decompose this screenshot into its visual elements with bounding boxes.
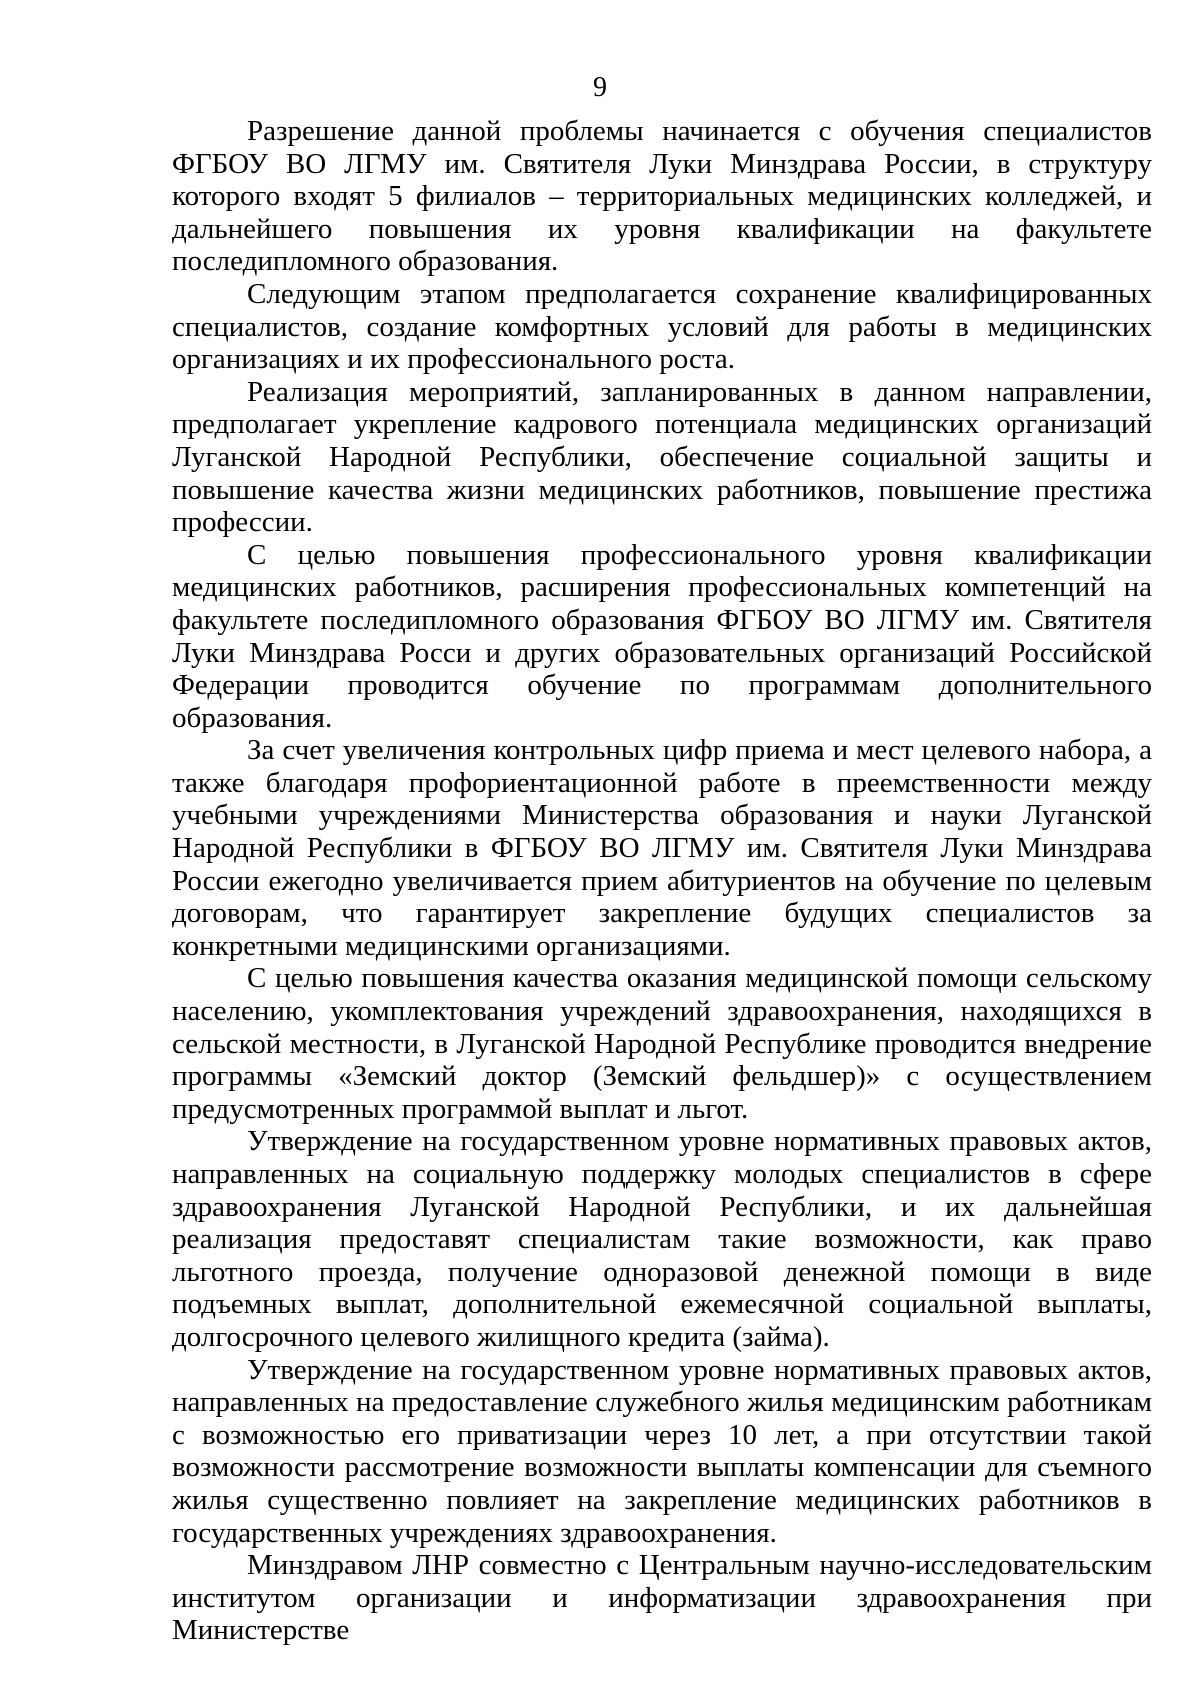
paragraph: Разрешение данной проблемы начинается с обучения специалистов ФГБОУ ВО ЛГМУ им. Святителя Луки Минздрава России, в структуру которого входят 5 филиалов – территориальных медицинских колледжей, и дальнейшего повышения их уровня квалификации на факультете последипломного образования. — [172, 115, 1152, 278]
paragraph: Утверждение на государственном уровне нормативных правовых актов, направленных на социальную поддержку молодых специалистов в сфере здравоохранения Луганской Народной Республики, и их дальнейшая реализация предоставят специалистам такие возможности, как право льготного проезда, получение одноразовой денежной помощи в виде подъемных выплат, дополнительной ежемесячной социальной выплаты, долгосрочного целевого жилищного кредита (займа). — [172, 1125, 1152, 1353]
paragraph: Следующим этапом предполагается сохранение квалифицированных специалистов, создание комфортных условий для работы в медицинских организациях и их профессионального роста. — [172, 277, 1152, 376]
paragraph: С целью повышения качества оказания медицинской помощи сельскому населению, укомплектования учреждений здравоохранения, находящихся в сельской местности, в Луганской Народной Республике проводится внедрение программы «Земский доктор (Земский фельдшер)» с осуществлением предусмотренных программой выплат и льгот. — [172, 962, 1152, 1125]
paragraph: Минздравом ЛНР совместно с Центральным научно-исследовательским институтом организации и информатизации здравоохранения при Министерстве — [172, 1549, 1152, 1647]
paragraph: За счет увеличения контрольных цифр приема и мест целевого набора, а также благодаря профориентационной работе в преемственности между учебными учреждениями Министерства образования и науки Луганской Народной Республики в ФГБОУ ВО ЛГМУ им. Святителя Луки Минздрава России ежегодно увеличивается прием абитуриентов на обучение по целевым договорам, что гарантирует закрепление будущих специалистов за конкретными медицинскими организациями. — [172, 734, 1152, 962]
paragraph: Реализация мероприятий, запланированных в данном направлении, предполагает укрепление кадрового потенциала медицинских организаций Луганской Народной Республики, обеспечение социальной защиты и повышение качества жизни медицинских работников, повышение престижа профессии. — [172, 375, 1152, 539]
document-body — [172, 115, 1152, 1647]
paragraph: Утверждение на государственном уровне нормативных правовых актов, направленных на предоставление служебного жилья медицинским работникам с возможностью его приватизации через 10 лет, а при отсутствии такой возможности рассмотрение возможности выплаты компенсации для съемного жилья существенно повлияет на закрепление медицинских работников в государственных учреждениях здравоохранения. — [172, 1353, 1152, 1549]
page-number: 9 — [593, 72, 607, 103]
paragraph: С целью повышения профессионального уровня квалификации медицинских работников, расширения профессиональных компетенций на факультете последипломного образования ФГБОУ ВО ЛГМУ им. Святителя Луки Минздрава Росси и других образовательных организаций Российской Федерации проводится обучение по программам дополнительного образования. — [172, 538, 1152, 734]
